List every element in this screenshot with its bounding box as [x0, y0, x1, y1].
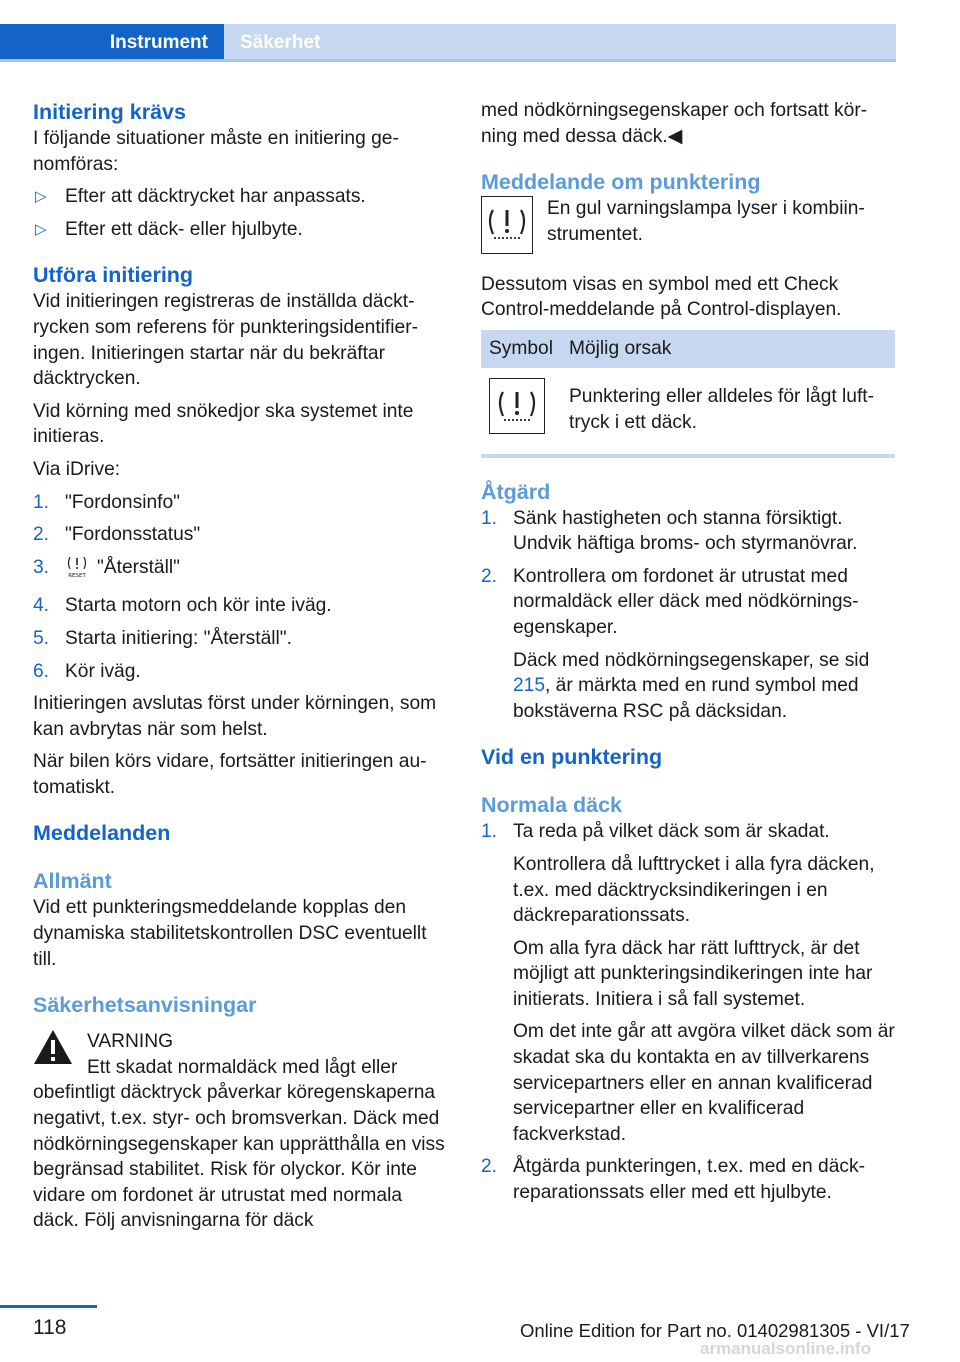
warning-title: VARNING — [87, 1031, 173, 1053]
tire-pressure-warning-icon — [481, 196, 533, 262]
list-item — [481, 506, 895, 557]
step-number: 1. — [481, 507, 498, 529]
list-item — [33, 522, 447, 548]
step-extra: Om alla fyra däck har rätt lufttryck, är det möjligt att punkteringsindikeringen inte har initierats. Initiera i så fall systemet. — [513, 937, 873, 1010]
step-number: 1. — [33, 491, 50, 513]
tire-pressure-symbol-icon — [489, 418, 545, 439]
paragraph: med nödkörningsegenskaper och fortsatt körning med dessa däck.◀ — [481, 100, 868, 147]
list-item — [33, 593, 447, 619]
puncture-steps — [481, 819, 895, 1205]
paragraph: Vid ett punkteringsmeddelande kopplas den dynamiska stabilitetskontrollen DSC eventuellt till. — [33, 897, 427, 970]
warning-lamp-text: En gul varningslampa lyser i kombiinstrumentet. — [547, 198, 865, 245]
list-item — [33, 490, 447, 516]
list-item-text: Efter att däcktrycket har anpassats. — [65, 186, 366, 208]
table-header-cause: Möjlig orsak — [561, 330, 895, 368]
left-column — [33, 98, 447, 1234]
table-cell-cause: Punktering eller alldeles för lågt lufttryck i ett däck. — [561, 368, 895, 456]
list-item — [33, 217, 447, 243]
heading-initiering-kravs: Initiering krävs — [33, 100, 186, 124]
heading-sakerhetsanvisningar: Säkerhetsanvisningar — [33, 993, 257, 1018]
step-text: Starta motorn och kör inte iväg. — [65, 595, 332, 617]
header-tabbar — [0, 24, 896, 62]
page-number: 118 — [33, 1316, 67, 1339]
paragraph: Vid körning med snökedjor ska systemet inte initieras. — [33, 400, 414, 448]
paragraph: Via iDrive: — [33, 458, 121, 480]
warning-block — [33, 1029, 447, 1234]
idrive-steps — [33, 490, 447, 685]
step-number: 4. — [33, 595, 50, 617]
step-number: 2. — [481, 565, 498, 587]
table-cell-symbol — [481, 368, 561, 456]
warning-triangle-icon — [33, 1029, 73, 1073]
step-number: 1. — [481, 821, 498, 843]
table-row — [481, 368, 895, 456]
step-text: "Återställ" — [97, 556, 180, 578]
list-item — [481, 1154, 895, 1205]
heading-atgard: Åtgärd — [481, 479, 551, 504]
paragraph: När bilen körs vidare, fortsätter initieringen automatiskt. — [33, 751, 427, 798]
heading-normala-dack: Normala däck — [481, 793, 623, 818]
step-number: 2. — [481, 1156, 498, 1178]
step-text: Ta reda på vilket däck som är skadat. — [513, 821, 830, 843]
list-item — [33, 626, 447, 652]
heading-vid-en-punktering: Vid en punktering — [481, 745, 663, 770]
step-text: Åtgärda punkteringen, t.ex. med en däckreparationssats eller med ett hjulbyte. — [513, 1156, 865, 1204]
list-item — [33, 184, 447, 210]
step-text: Kör iväg. — [65, 660, 141, 682]
step-text: "Fordonsstatus" — [65, 524, 201, 546]
footer-rule — [0, 1305, 97, 1308]
svg-text:RESET: RESET — [68, 572, 86, 579]
edition-text: Online Edition for Part no. 01402981305 - VI/17 — [520, 1320, 910, 1341]
heading-utfora-initiering: Utföra initiering — [33, 263, 194, 288]
paragraph: Dessutom visas en symbol med ett Check Control-meddelande på Control-displayen. — [481, 273, 842, 321]
step-number: 2. — [33, 524, 50, 546]
symbol-table — [481, 330, 895, 458]
warning-text: obefintligt däcktryck påverkar köregenskaperna negativt, t.ex. styr- och bromsverkan. Däck med nödkörningsegenskaper kan upprätthålla en viss begränsad stabilitet. Risk för olyckor. Kör inte vidare om fordonet är utrustat med normala däck. Följ anvisningarna för däck — [33, 1082, 445, 1232]
step-number: 3. — [33, 556, 50, 578]
step-text: Kontrollera om fordonet är utrustat med normaldäck eller däck med nödkörningsegenskaper. — [513, 565, 859, 638]
paragraph: Vid initieringen registreras de inställda däcktrycken som referens för punkteringsidentifieringen. Initieringen startar när du bekräftar däcktrycken. — [33, 291, 418, 390]
tire-reset-icon — [65, 555, 89, 587]
paragraph: I följande situationer måste en initiering genomföras: — [33, 128, 399, 175]
list-item — [481, 564, 895, 725]
step-extra: Däck med nödkörningsegenskaper, se sid 215, är märkta med en rund symbol med bokstäverna RSC på däcksidan. — [513, 649, 870, 722]
step-text: Sänk hastigheten och stanna försiktigt. Undvik häftiga broms- och styrmanövrar. — [513, 507, 858, 555]
right-column — [481, 98, 895, 1213]
list-item — [481, 819, 895, 1147]
tab-instrument[interactable]: Instrument — [0, 24, 224, 62]
warning-text-first: Ett skadat normaldäck med lågt eller — [87, 1056, 398, 1078]
action-steps — [481, 506, 895, 725]
step-number: 5. — [33, 627, 50, 649]
watermark: armanualsonline.info — [700, 1339, 871, 1358]
paragraph: Initieringen avslutas först under körningen, som kan avbrytas när som helst. — [33, 693, 437, 740]
step-text: "Fordonsinfo" — [65, 491, 180, 513]
warning-lamp-row — [481, 196, 895, 262]
page-link-215[interactable]: 215 — [513, 675, 546, 697]
step-number: 6. — [33, 660, 50, 682]
list-item — [33, 659, 447, 685]
heading-meddelande-om-punktering: Meddelande om punktering — [481, 170, 761, 195]
step-extra: Kontrollera då lufttrycket i alla fyra däcken, t.ex. med däcktrycksindikeringen i en däckreparationssats. — [513, 853, 875, 927]
triangle-bullet-icon: ▷ — [35, 188, 47, 206]
header-divider — [0, 59, 896, 62]
triangle-bullet-icon: ▷ — [35, 220, 47, 238]
step-extra: Om det inte går att avgöra vilket däck som är skadat ska du kontakta en av tillverkarens servicepartners eller en annan kvalificerad servicepartner eller en kvalificerad fackverkstad. — [513, 1021, 895, 1145]
heading-meddelanden: Meddelanden — [33, 821, 171, 846]
step-text: Starta initiering: "Återställ". — [65, 627, 292, 649]
list-item — [33, 555, 447, 587]
list-item-text: Efter ett däck- eller hjulbyte. — [65, 218, 303, 240]
bullet-list — [33, 184, 447, 242]
table-header-symbol: Symbol — [481, 330, 561, 368]
heading-allmant: Allmänt — [33, 869, 112, 894]
tab-sakerhet[interactable]: Säkerhet — [224, 24, 896, 62]
